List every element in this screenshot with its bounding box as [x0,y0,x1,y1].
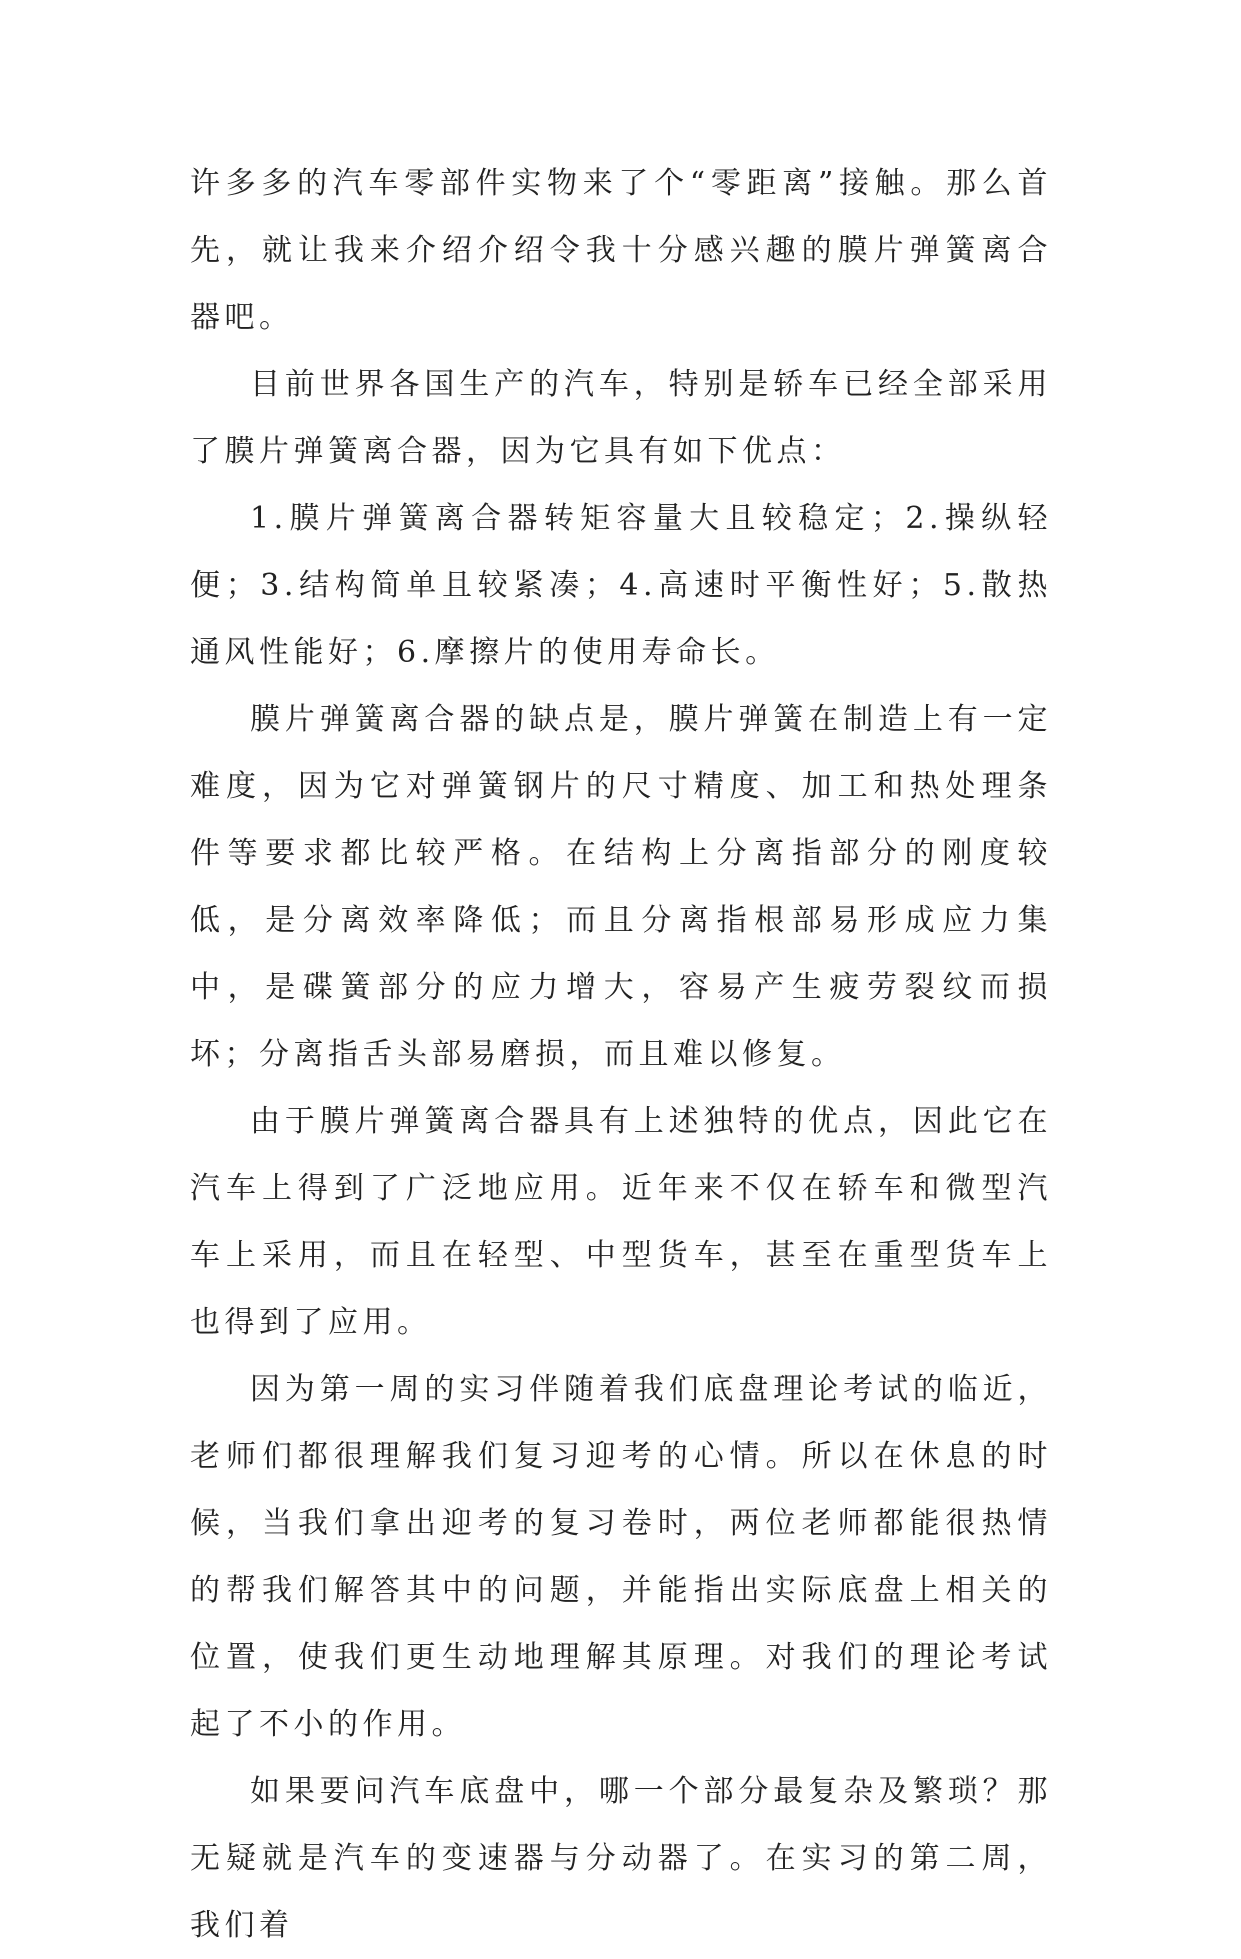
paragraph-4: 膜片弹簧离合器的缺点是，膜片弹簧在制造上有一定难度，因为它对弹簧钢片的尺寸精度、加工和热处理条件等要求都比较严格。在结构上分离指部分的刚度较低，是分离效率降低；而且分离指根部易形成应力集中，是碟簧部分的应力增大，容易产生疲劳裂纹而损坏；分离指舌头部易磨损，而且难以修复。 [190,702,1052,1072]
paragraph-6: 因为第一周的实习伴随着我们底盘理论考试的临近，老师们都很理解我们复习迎考的心情。所以在休息的时候，当我们拿出迎考的复习卷时，两位老师都能很热情的帮我们解答其中的问题，并能指出实际底盘上相关的位置，使我们更生动地理解其原理。对我们的理论考试起了不小的作用。 [190,1372,1052,1742]
paragraph-3: 1.膜片弹簧离合器转矩容量大且较稳定；2.操纵轻便；3.结构简单且较紧凑；4.高速时平衡性好；5.散热通风性能好；6.摩擦片的使用寿命长。 [190,501,1052,670]
paragraph-5: 由于膜片弹簧离合器具有上述独特的优点，因此它在汽车上得到了广泛地应用。近年来不仅在轿车和微型汽车上采用，而且在轻型、中型货车，甚至在重型货车上也得到了应用。 [190,1104,1052,1340]
document-page [190,150,1052,1959]
paragraph-7: 如果要问汽车底盘中，哪一个部分最复杂及繁琐？那无疑就是汽车的变速器与分动器了。在实习的第二周，我们着 [190,1774,1052,1943]
paragraph-2: 目前世界各国生产的汽车，特别是轿车已经全部采用了膜片弹簧离合器，因为它具有如下优点： [190,367,1052,469]
paragraph-1: 许多多的汽车零部件实物来了个“零距离”接触。那么首先，就让我来介绍介绍令我十分感兴趣的膜片弹簧离合器吧。 [190,166,1052,335]
